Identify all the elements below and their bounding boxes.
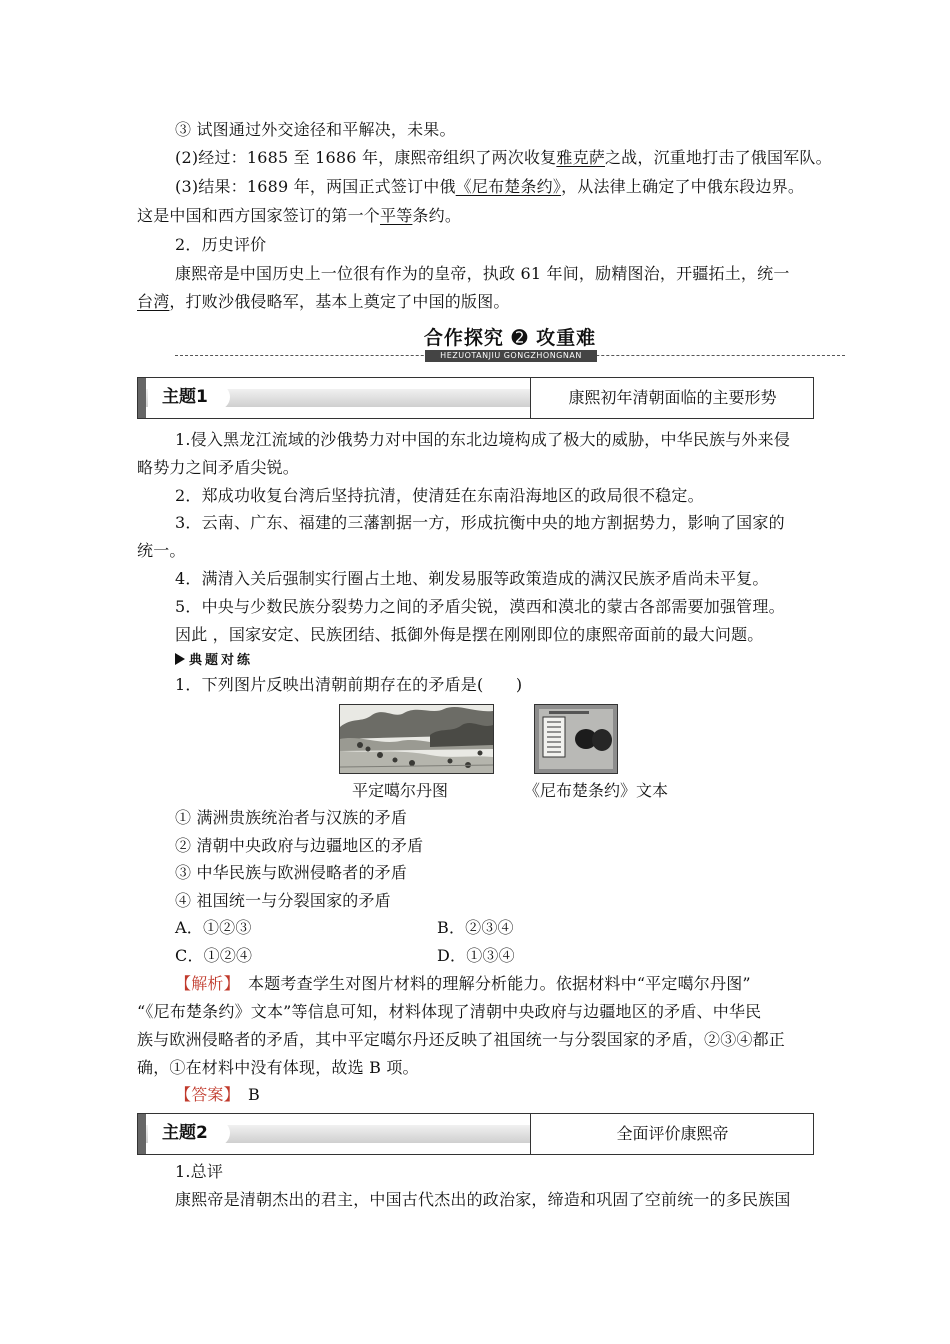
analysis-line: “《尼布楚条约》文本”等信息可知，材料体现了清朝中央政府与边疆地区的矛盾、中华民: [137, 1002, 762, 1021]
underlined-term: 雅克萨: [556, 148, 605, 167]
underlined-term: 平等: [380, 206, 413, 225]
text-span: 这是中国和西方国家签订的第一个: [137, 206, 381, 225]
option-line: ① 满洲贵族统治者与汉族的矛盾: [175, 808, 408, 827]
text-line: 4．满清入关后强制实行圈占土地、剃发易服等政策造成的满汉民族矛盾尚未平复。: [175, 569, 769, 588]
text-line: ③ 试图通过外交途径和平解决，未果。: [175, 120, 456, 139]
analysis-line: [175, 972, 751, 996]
tab-edge: [138, 1114, 146, 1154]
topic-label: 主题2: [148, 1120, 230, 1146]
text-span: ，从法律上确定了中俄东段边界。: [561, 177, 805, 196]
text-line: 因此 ，国家安定、民族团结、抵御外侮是摆在刚刚即位的康熙帝面前的最大问题。: [175, 625, 764, 644]
topic-2-header: [137, 1113, 814, 1155]
option-line: ③ 中华民族与欧洲侵略者的矛盾: [175, 863, 408, 882]
exercise-tag-label: 典题对练: [189, 653, 254, 668]
text-line: 1.侵入黑龙江流域的沙俄势力对中国的东北边境构成了极大的威胁，中华民族与外来侵: [175, 430, 791, 449]
text-line: [175, 146, 832, 170]
text-span: (3)结果：1689 年，两国正式签订中俄: [175, 177, 456, 196]
text-span: (2)经过：1685 至 1686 年，康熙帝组织了两次收复: [175, 148, 557, 167]
treaty-illustration: [535, 705, 617, 773]
image-caption: 《尼布楚条约》文本: [524, 781, 669, 800]
play-triangle-icon: [175, 653, 185, 665]
image-caption: 平定噶尔丹图: [352, 781, 449, 800]
question-text: 1．下列图片反映出清朝前期存在的矛盾是( ): [175, 675, 523, 694]
underlined-term: 《尼布楚条约》: [455, 177, 562, 196]
text-line: [137, 204, 461, 228]
text-line: 康熙帝是中国历史上一位很有作为的皇帝，执政 61 年间，励精图治，开疆拓土，统一: [175, 264, 790, 283]
topic-1-header: [137, 377, 814, 419]
answer-line: [175, 1083, 260, 1107]
banner-title: 合作探究 ➋ 攻重难: [415, 326, 605, 350]
section-banner: [175, 326, 845, 366]
analysis-label: 【解析】: [175, 974, 232, 993]
topic-tab: [138, 378, 530, 418]
analysis-text: 本题考查学生对图片材料的理解分析能力。依据材料中“平定噶尔丹图”: [231, 974, 751, 993]
painting-image: [339, 704, 494, 774]
text-span: ，打败沙俄侵略军，基本上奠定了中国的版图。: [169, 292, 510, 311]
text-line: 3．云南、广东、福建的三藩割据一方，形成抗衡中央的地方割据势力，影响了国家的: [175, 513, 785, 532]
text-line: 康熙帝是清朝杰出的君主，中国古代杰出的政治家，缔造和巩固了空前统一的多民族国: [175, 1190, 791, 1209]
topic-title: 全面评价康熙帝: [530, 1114, 814, 1154]
text-line: 2．郑成功收复台湾后坚持抗清，使清廷在东南沿海地区的政局很不稳定。: [175, 486, 704, 505]
answer-label: 【答案】: [175, 1085, 232, 1104]
analysis-line: 确，①在材料中没有体现，故选 B 项。: [137, 1058, 419, 1077]
analysis-line: 族与欧洲侵略者的矛盾，其中平定噶尔丹还反映了祖国统一与分裂国家的矛盾，②③④都正: [137, 1030, 786, 1049]
underlined-term: 台湾: [137, 292, 170, 311]
text-line: 略势力之间矛盾尖锐。: [137, 458, 300, 477]
choice-a: A．①②③: [175, 918, 252, 937]
painting-illustration: [340, 705, 493, 773]
option-line: ② 清朝中央政府与边疆地区的矛盾: [175, 836, 424, 855]
section-heading: 1.总评: [175, 1162, 224, 1181]
topic-tab: [138, 1114, 530, 1154]
text-span: 之战，沉重地打击了俄国军队。: [604, 148, 832, 167]
choice-c: C．①②④: [175, 946, 253, 965]
tab-edge: [138, 378, 146, 418]
section-heading: 2．历史评价: [175, 235, 267, 254]
text-span: 条约。: [412, 206, 462, 225]
topic-label: 主题1: [148, 384, 230, 410]
answer-value: B: [231, 1085, 260, 1104]
treaty-document-image: [534, 704, 618, 774]
text-line: 统一。: [137, 541, 186, 560]
topic-title: 康熙初年清朝面临的主要形势: [530, 378, 814, 418]
text-line: 5．中央与少数民族分裂势力之间的矛盾尖锐，漠西和漠北的蒙古各部需要加强管理。: [175, 597, 785, 616]
choice-d: D．①③④: [437, 946, 515, 965]
choice-b: B．②③④: [437, 918, 514, 937]
exercise-tag: [175, 652, 253, 670]
text-line: [137, 290, 510, 314]
text-line: [175, 175, 804, 199]
option-line: ④ 祖国统一与分裂国家的矛盾: [175, 891, 391, 910]
banner-subtitle: HEZUOTANJIU GONGZHONGNAN: [425, 350, 597, 362]
